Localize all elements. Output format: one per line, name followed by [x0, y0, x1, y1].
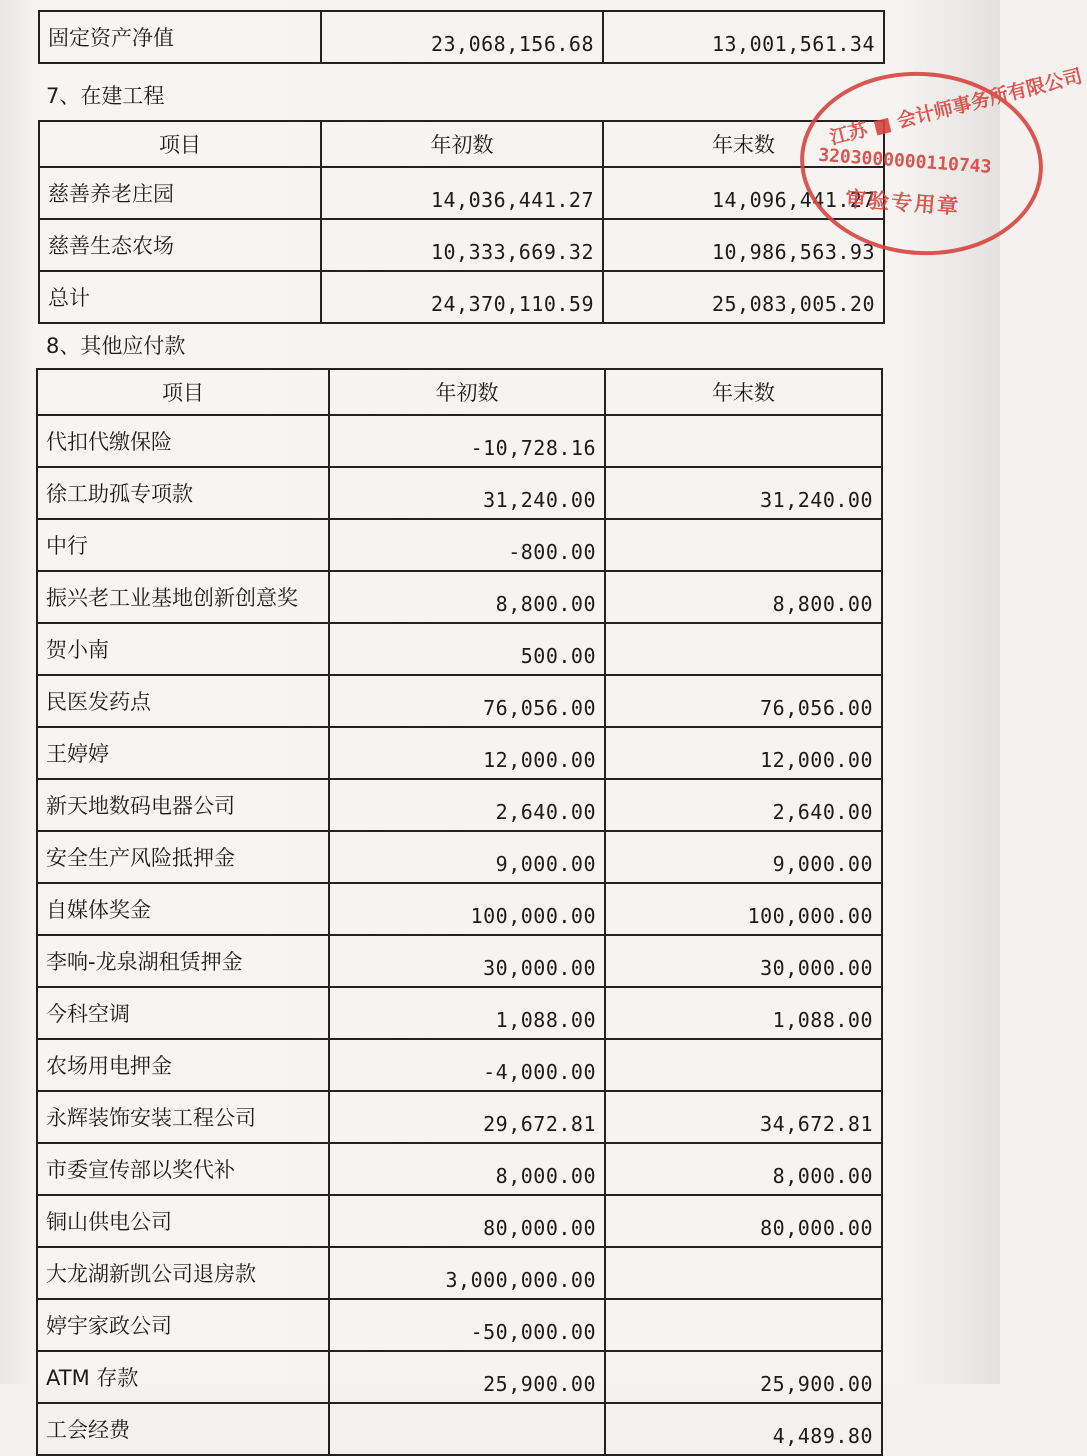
table-row	[37, 415, 882, 467]
table-row	[37, 1351, 882, 1403]
row-label: 总计	[39, 271, 321, 323]
end-value: 100,000.00	[605, 883, 882, 935]
begin-value: 10,333,669.32	[321, 219, 603, 271]
row-label: 固定资产净值	[39, 11, 321, 63]
end-value	[605, 519, 882, 571]
table-row	[37, 519, 882, 571]
row-label: 慈善养老庄园	[39, 167, 321, 219]
row-label: 振兴老工业基地创新创意奖	[37, 571, 329, 623]
table-row	[37, 779, 882, 831]
row-label: 中行	[37, 519, 329, 571]
section-7-title: 7、在建工程	[46, 84, 165, 108]
row-label: 新天地数码电器公司	[37, 779, 329, 831]
row-label: 铜山供电公司	[37, 1195, 329, 1247]
end-value: 8,000.00	[605, 1143, 882, 1195]
begin-value: 80,000.00	[329, 1195, 605, 1247]
table-row	[37, 675, 882, 727]
begin-value: 30,000.00	[329, 935, 605, 987]
begin-value: 8,800.00	[329, 571, 605, 623]
row-label: 今科空调	[37, 987, 329, 1039]
begin-value: 29,672.81	[329, 1091, 605, 1143]
header-end: 年末数	[603, 121, 884, 167]
end-value	[605, 623, 882, 675]
row-label: 永辉装饰安装工程公司	[37, 1091, 329, 1143]
row-label: 农场用电押金	[37, 1039, 329, 1091]
begin-value: 100,000.00	[329, 883, 605, 935]
row-label: 大龙湖新凯公司退房款	[37, 1247, 329, 1299]
end-value	[605, 415, 882, 467]
begin-value: -4,000.00	[329, 1039, 605, 1091]
table-header-row	[39, 121, 884, 167]
end-value: 2,640.00	[605, 779, 882, 831]
row-label: 慈善生态农场	[39, 219, 321, 271]
header-begin: 年初数	[321, 121, 603, 167]
begin-value	[329, 1403, 605, 1455]
begin-value: -50,000.00	[329, 1299, 605, 1351]
table-row	[37, 1143, 882, 1195]
row-label: 贺小南	[37, 623, 329, 675]
begin-value: 2,640.00	[329, 779, 605, 831]
construction-in-progress-table	[38, 120, 885, 324]
row-label: 安全生产风险抵押金	[37, 831, 329, 883]
begin-value: 23,068,156.68	[321, 11, 603, 63]
begin-value: -10,728.16	[329, 415, 605, 467]
table-row	[39, 271, 884, 323]
table-row	[39, 11, 884, 63]
end-value: 10,986,563.93	[603, 219, 884, 271]
begin-value: 3,000,000.00	[329, 1247, 605, 1299]
table-row	[37, 831, 882, 883]
header-begin: 年初数	[329, 369, 605, 415]
table-row	[37, 883, 882, 935]
end-value: 9,000.00	[605, 831, 882, 883]
end-value: 34,672.81	[605, 1091, 882, 1143]
seal-use-text: 审验专用章	[844, 186, 961, 219]
table-row	[39, 167, 884, 219]
end-value: 13,001,561.34	[603, 11, 884, 63]
row-label: 李响-龙泉湖租赁押金	[37, 935, 329, 987]
begin-value: -800.00	[329, 519, 605, 571]
header-item: 项目	[37, 369, 329, 415]
begin-value: 76,056.00	[329, 675, 605, 727]
table-row	[37, 467, 882, 519]
table-row	[37, 987, 882, 1039]
begin-value: 24,370,110.59	[321, 271, 603, 323]
table-row	[37, 1299, 882, 1351]
table-row	[37, 935, 882, 987]
table-row	[37, 1039, 882, 1091]
table-row	[37, 1195, 882, 1247]
row-label: ATM 存款	[37, 1351, 329, 1403]
end-value	[605, 1247, 882, 1299]
other-payables-table	[36, 368, 883, 1456]
end-value	[605, 1299, 882, 1351]
header-item: 项目	[39, 121, 321, 167]
begin-value: 31,240.00	[329, 467, 605, 519]
begin-value: 8,000.00	[329, 1143, 605, 1195]
end-value: 4,489.80	[605, 1403, 882, 1455]
begin-value: 25,900.00	[329, 1351, 605, 1403]
end-value: 8,800.00	[605, 571, 882, 623]
row-label: 代扣代缴保险	[37, 415, 329, 467]
table-row	[37, 571, 882, 623]
begin-value: 12,000.00	[329, 727, 605, 779]
row-label: 民医发药点	[37, 675, 329, 727]
seal-code: 3203000000110743	[817, 144, 993, 178]
begin-value: 1,088.00	[329, 987, 605, 1039]
end-value: 1,088.00	[605, 987, 882, 1039]
end-value: 12,000.00	[605, 727, 882, 779]
end-value: 80,000.00	[605, 1195, 882, 1247]
begin-value: 500.00	[329, 623, 605, 675]
row-label: 自媒体奖金	[37, 883, 329, 935]
fixed-asset-table	[38, 10, 885, 64]
end-value	[605, 1039, 882, 1091]
table-row	[39, 219, 884, 271]
row-label: 市委宣传部以奖代补	[37, 1143, 329, 1195]
row-label: 工会经费	[37, 1403, 329, 1455]
row-label: 婷宇家政公司	[37, 1299, 329, 1351]
row-label: 王婷婷	[37, 727, 329, 779]
seal-org-text: 江苏 ■ 会计师事务所有限公司	[827, 65, 1085, 150]
table-row	[37, 1091, 882, 1143]
header-end: 年末数	[605, 369, 882, 415]
row-label: 徐工助孤专项款	[37, 467, 329, 519]
table-row	[37, 1403, 882, 1455]
end-value: 14,096,441.27	[603, 167, 884, 219]
section-8-title: 8、其他应付款	[46, 334, 186, 358]
table-row	[37, 1247, 882, 1299]
table-header-row	[37, 369, 882, 415]
table-row	[37, 727, 882, 779]
table-row	[37, 623, 882, 675]
end-value: 30,000.00	[605, 935, 882, 987]
end-value: 25,083,005.20	[603, 271, 884, 323]
end-value: 31,240.00	[605, 467, 882, 519]
begin-value: 14,036,441.27	[321, 167, 603, 219]
end-value: 25,900.00	[605, 1351, 882, 1403]
end-value: 76,056.00	[605, 675, 882, 727]
begin-value: 9,000.00	[329, 831, 605, 883]
